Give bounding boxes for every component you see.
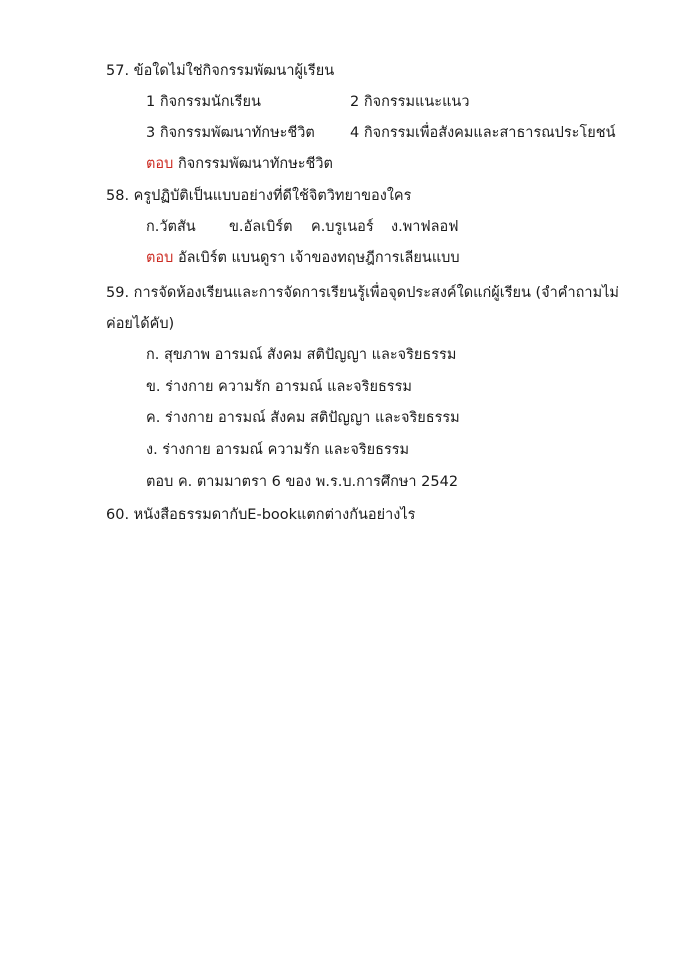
q59-option-c: ค. ร่างกาย อารมณ์ สังคม สติปัญญา และจริยธรรม [146,410,460,426]
q59-option-d: ง. ร่างกาย อารมณ์ ความรัก และจริยธรรม [146,442,410,458]
q59-answer: ตอบ ค. ตามมาตรา 6 ของ พ.ร.บ.การศึกษา 2542 [146,474,459,490]
q57-option-4: 4 กิจกรรมเพื่อสังคมและสาธารณประโยชน์ [350,125,616,141]
q57-answer [146,154,333,174]
q57-option-2: 2 กิจกรรมแนะแนว [350,94,470,110]
question-59-line2: ค่อยได้คับ) [106,316,175,332]
q57-option-3: 3 กิจกรรมพัฒนาทักษะชีวิต [146,125,315,141]
q58-option-a: ก.วัตสัน [146,219,196,235]
answer-text: อัลเบิร์ต แบนดูรา เจ้าของทฤษฎีการเลียนแบบ [177,250,460,266]
q57-option-1: 1 กิจกรรมนักเรียน [146,94,261,110]
q59-option-a: ก. สุขภาพ อารมณ์ สังคม สติปัญญา และจริยธรรม [146,347,457,363]
question-58: 58. ครูปฏิบัติเป็นแบบอย่างที่ดีใช้จิตวิทยาของใคร [106,188,412,204]
question-60: 60. หนังสือธรรมดากับE-bookแตกต่างกันอย่างไร [106,507,416,523]
q59-option-b: ข. ร่างกาย ความรัก อารมณ์ และจริยธรรม [146,379,412,395]
q58-option-c: ค.บรูเนอร์ [311,219,374,235]
answer-text: กิจกรรมพัฒนาทักษะชีวิต [177,156,333,172]
q58-option-d: ง.พาฟลอฟ [391,219,459,235]
q58-answer [146,248,460,268]
question-59-line1: 59. การจัดห้องเรียนและการจัดการเรียนรู้เพื่อจุดประสงค์ใดแก่ผู้เรียน (จำคำถามไม่ [106,285,619,301]
question-57: 57. ข้อใดไม่ใช่กิจกรรมพัฒนาผู้เรียน [106,63,335,79]
q58-option-b: ข.อัลเบิร์ต [229,219,293,235]
answer-label: ตอบ [146,156,174,172]
answer-label: ตอบ [146,250,174,266]
